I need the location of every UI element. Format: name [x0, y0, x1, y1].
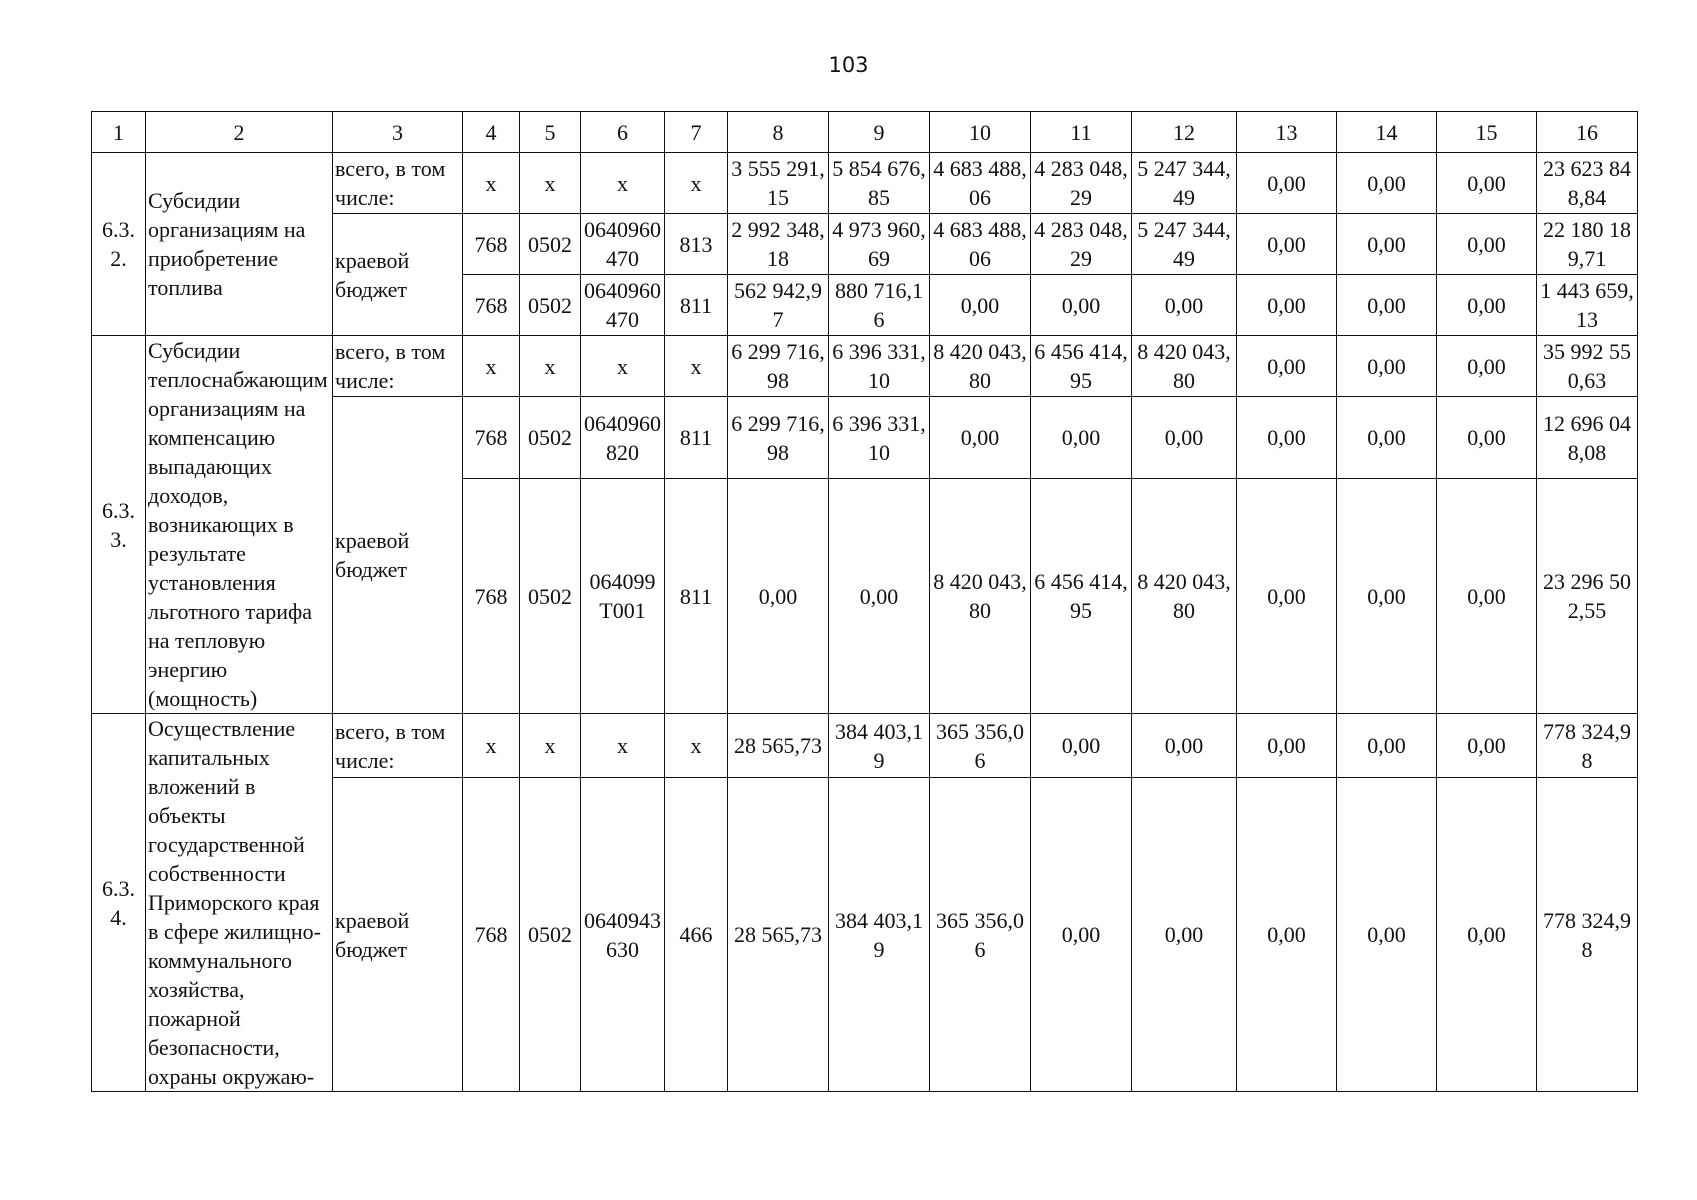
table-cell: 0,00	[1337, 714, 1437, 778]
table-cell: 12 696 048,08	[1537, 397, 1638, 479]
header-cell: 7	[665, 112, 728, 153]
table-cell: 0,00	[1437, 275, 1537, 336]
table-cell: 6 456 414,95	[1031, 336, 1132, 397]
funding-source: всего, в том числе:	[333, 153, 463, 214]
table-cell: 768	[463, 397, 520, 479]
table-cell: 811	[665, 275, 728, 336]
table-cell: 768	[463, 214, 520, 275]
header-cell: 14	[1337, 112, 1437, 153]
table-cell: 2 992 348,18	[728, 214, 829, 275]
table-cell: 0502	[520, 778, 581, 1092]
item-name: Субсидии организациям на приобретение топлива	[146, 153, 333, 336]
table-cell: 23 296 502,55	[1537, 479, 1638, 714]
header-row	[92, 112, 1638, 153]
table-cell: 4 683 488,06	[930, 153, 1031, 214]
table-cell: 0,00	[1437, 214, 1537, 275]
table-cell: 0,00	[930, 275, 1031, 336]
table-cell: 811	[665, 479, 728, 714]
table-cell: x	[520, 336, 581, 397]
table-cell: 5 854 676,85	[829, 153, 930, 214]
header-cell: 16	[1537, 112, 1638, 153]
table-cell: 5 247 344,49	[1132, 153, 1237, 214]
table-cell: 0,00	[1132, 778, 1237, 1092]
item-name: Осуществление капитальных вложений в объекты государственной собственности Приморского края в сфере жилищно-коммунального хозяйства, пожарной безопасности, охраны окружаю-	[146, 714, 333, 1092]
table-cell: 4 973 960,69	[829, 214, 930, 275]
table-cell: 768	[463, 479, 520, 714]
header-cell: 12	[1132, 112, 1237, 153]
header-cell: 3	[333, 112, 463, 153]
table-cell: 384 403,19	[829, 714, 930, 778]
table-cell: 466	[665, 778, 728, 1092]
table-cell: 0,00	[1337, 778, 1437, 1092]
table-cell: 0,00	[1237, 714, 1337, 778]
header-cell: 15	[1437, 112, 1537, 153]
table-cell: x	[463, 153, 520, 214]
table-cell: 0640960820	[581, 397, 665, 479]
table-cell: 0,00	[829, 479, 930, 714]
table-cell: 813	[665, 214, 728, 275]
table-cell: 365 356,06	[930, 714, 1031, 778]
table-cell: 768	[463, 778, 520, 1092]
table-cell: 0502	[520, 479, 581, 714]
item-number: 6.3.2.	[92, 153, 146, 336]
table-cell: 778 324,98	[1537, 778, 1638, 1092]
table-cell: 23 623 848,84	[1537, 153, 1638, 214]
table-cell: 0,00	[1437, 336, 1537, 397]
table-cell: 562 942,97	[728, 275, 829, 336]
table-cell: 384 403,19	[829, 778, 930, 1092]
table-row	[92, 714, 1638, 778]
table-cell: 0,00	[1337, 336, 1437, 397]
table-row	[92, 153, 1638, 214]
table-cell: 0,00	[1031, 275, 1132, 336]
table-cell: 0,00	[1337, 397, 1437, 479]
table-cell: 0,00	[1237, 214, 1337, 275]
table-cell: x	[665, 153, 728, 214]
funding-source: всего, в том числе:	[333, 336, 463, 397]
table-cell: 0,00	[1237, 397, 1337, 479]
table-cell: 0,00	[1337, 153, 1437, 214]
header-cell: 13	[1237, 112, 1337, 153]
table-cell: 768	[463, 275, 520, 336]
table-cell: 0,00	[1437, 397, 1537, 479]
table-cell: 365 356,06	[930, 778, 1031, 1092]
table-cell: 0,00	[1437, 479, 1537, 714]
table-cell: x	[665, 336, 728, 397]
table-cell: 0640943630	[581, 778, 665, 1092]
table-cell: 0,00	[930, 397, 1031, 479]
header-cell: 9	[829, 112, 930, 153]
table-cell: 0,00	[1237, 275, 1337, 336]
table-cell: x	[581, 714, 665, 778]
table-cell: 3 555 291,15	[728, 153, 829, 214]
table-cell: 6 299 716,98	[728, 397, 829, 479]
table-cell: 0502	[520, 275, 581, 336]
table-cell: 0,00	[1031, 778, 1132, 1092]
table-cell: 28 565,73	[728, 778, 829, 1092]
table-cell: 8 420 043,80	[1132, 479, 1237, 714]
table-cell: 064099Т001	[581, 479, 665, 714]
header-cell: 6	[581, 112, 665, 153]
table-cell: 22 180 189,71	[1537, 214, 1638, 275]
header-cell: 8	[728, 112, 829, 153]
table-cell: 0640960470	[581, 214, 665, 275]
table-cell: 778 324,98	[1537, 714, 1638, 778]
table-cell: 0,00	[1437, 153, 1537, 214]
table-cell: x	[463, 336, 520, 397]
header-cell: 4	[463, 112, 520, 153]
table-cell: 880 716,16	[829, 275, 930, 336]
header-cell: 5	[520, 112, 581, 153]
table-cell: x	[581, 153, 665, 214]
table-cell: 6 396 331,10	[829, 397, 930, 479]
funding-source: всего, в том числе:	[333, 714, 463, 778]
item-number: 6.3.3.	[92, 336, 146, 714]
table-cell: 811	[665, 397, 728, 479]
table-cell: 0502	[520, 397, 581, 479]
table-cell: 0,00	[1337, 275, 1437, 336]
table-cell: 0,00	[1337, 479, 1437, 714]
table-cell: 0,00	[1237, 336, 1337, 397]
table-cell: 6 396 331,10	[829, 336, 930, 397]
table-cell: 0,00	[1031, 397, 1132, 479]
page-number: 103	[828, 53, 869, 77]
header-cell: 10	[930, 112, 1031, 153]
table-cell: 35 992 550,63	[1537, 336, 1638, 397]
funding-source: краевой бюджет	[333, 214, 463, 336]
table-cell: 0,00	[1437, 714, 1537, 778]
item-number: 6.3.4.	[92, 714, 146, 1092]
table-cell: 0502	[520, 214, 581, 275]
header-cell: 2	[146, 112, 333, 153]
table-cell: 4 283 048,29	[1031, 153, 1132, 214]
table-cell: 0,00	[1237, 479, 1337, 714]
table-cell: x	[520, 153, 581, 214]
table-cell: 0,00	[728, 479, 829, 714]
table-cell: 0,00	[1031, 714, 1132, 778]
header-cell: 1	[92, 112, 146, 153]
table-cell: 5 247 344,49	[1132, 214, 1237, 275]
table-cell: 4 283 048,29	[1031, 214, 1132, 275]
funding-source: краевой бюджет	[333, 778, 463, 1092]
budget-table	[91, 111, 1638, 1092]
table-cell: 0,00	[1132, 275, 1237, 336]
table-cell: x	[581, 336, 665, 397]
table-cell: 8 420 043,80	[930, 479, 1031, 714]
table-cell: 0,00	[1132, 397, 1237, 479]
item-name: Субсидии теплоснабжающим организациям на компенсацию выпадающих доходов, возникающих в результате установления льготного тарифа на тепловую энергию (мощность)	[146, 336, 333, 714]
table-cell: 6 456 414,95	[1031, 479, 1132, 714]
table-cell: 0,00	[1437, 778, 1537, 1092]
table-cell: 0,00	[1337, 214, 1437, 275]
funding-source: краевой бюджет	[333, 397, 463, 714]
table-cell: 1 443 659,13	[1537, 275, 1638, 336]
table-cell: 6 299 716,98	[728, 336, 829, 397]
table-cell: x	[520, 714, 581, 778]
table-row	[92, 336, 1638, 397]
table-cell: x	[463, 714, 520, 778]
table-cell: x	[665, 714, 728, 778]
table-cell: 0,00	[1237, 778, 1337, 1092]
table-cell: 4 683 488,06	[930, 214, 1031, 275]
header-cell: 11	[1031, 112, 1132, 153]
table-cell: 0,00	[1237, 153, 1337, 214]
table-cell: 0,00	[1132, 714, 1237, 778]
table-cell: 8 420 043,80	[1132, 336, 1237, 397]
table-cell: 8 420 043,80	[930, 336, 1031, 397]
table-cell: 0640960470	[581, 275, 665, 336]
table-cell: 28 565,73	[728, 714, 829, 778]
